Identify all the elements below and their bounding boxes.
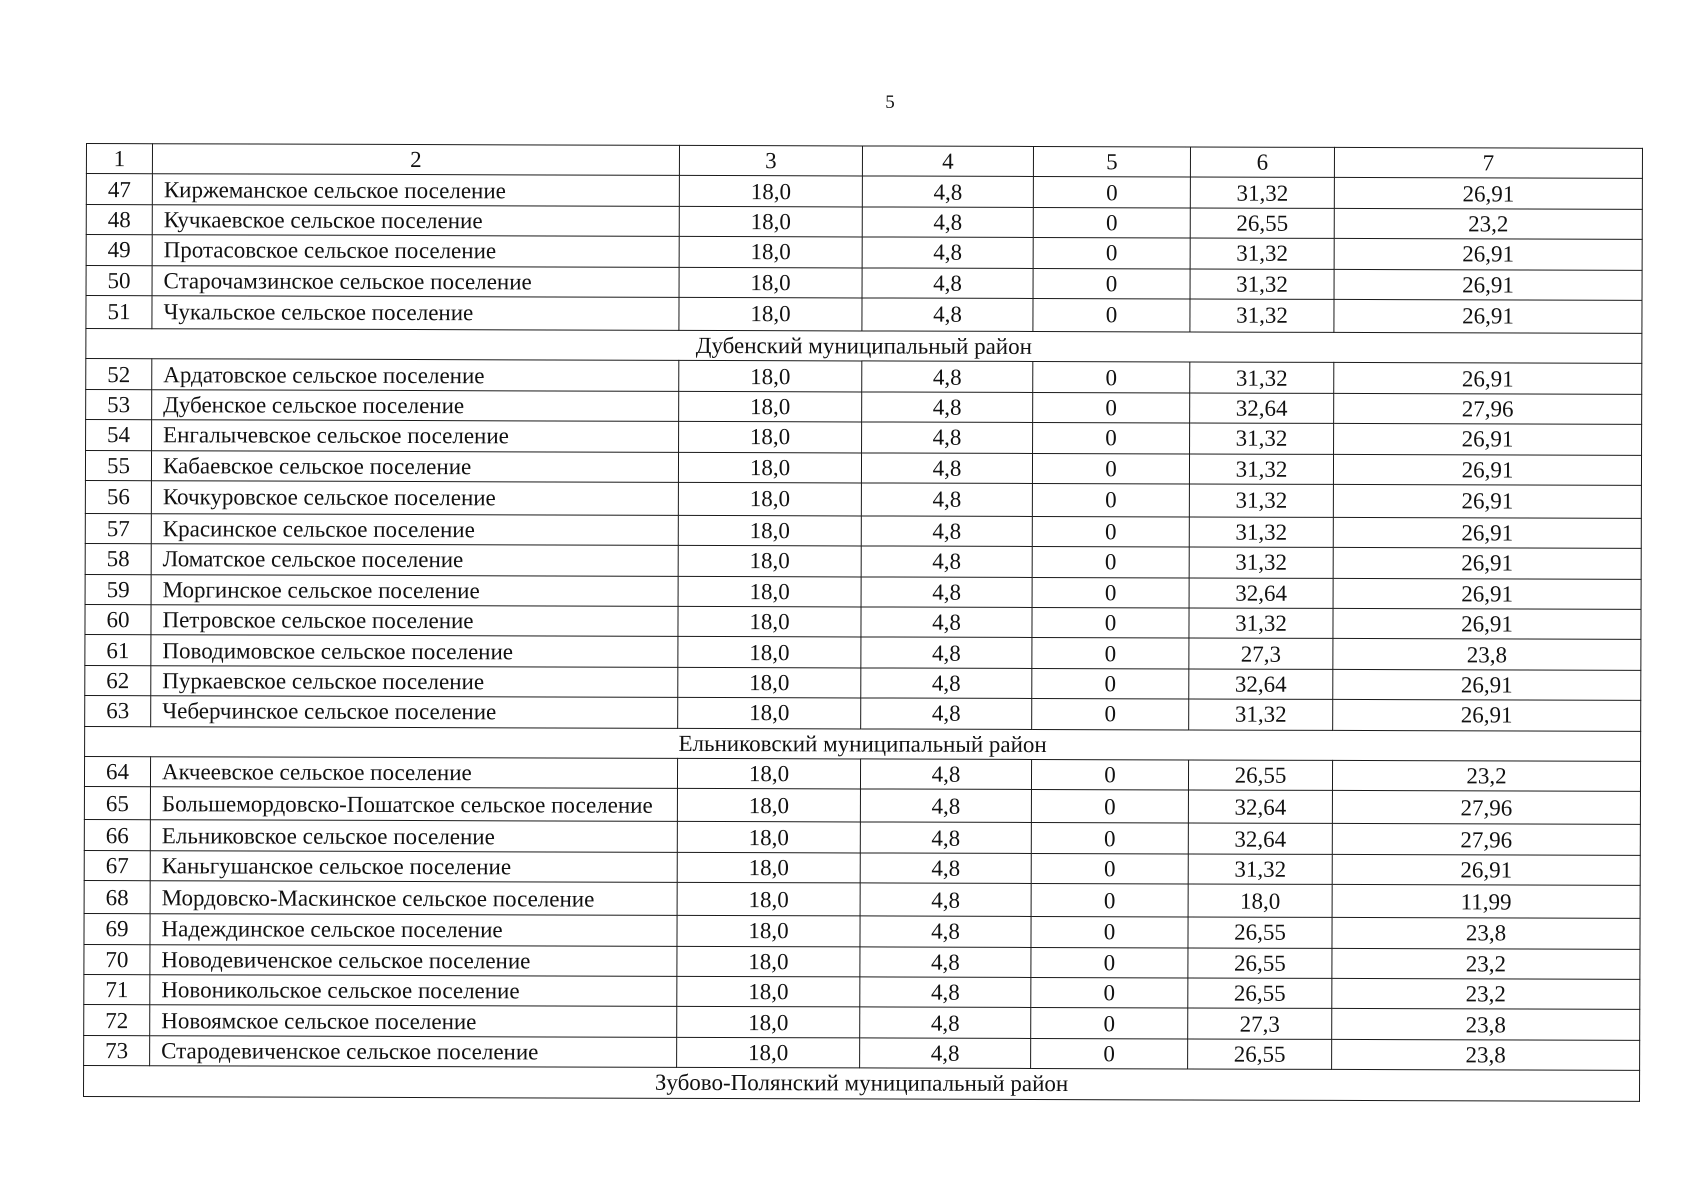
column-5-cell: 0	[1032, 547, 1189, 578]
column-5-cell: 0	[1032, 668, 1189, 699]
column-3-cell: 18,0	[678, 515, 861, 546]
column-5-cell: 0	[1032, 699, 1189, 730]
column-7-cell: 23,2	[1332, 760, 1640, 791]
settlement-name-cell: Кучкаевское сельское поселение	[152, 204, 679, 236]
column-3-cell: 18,0	[677, 789, 860, 823]
column-3-cell: 18,0	[678, 667, 861, 698]
column-3-cell: 18,0	[678, 482, 861, 516]
row-number-cell: 55	[85, 450, 151, 481]
column-4-cell: 4,8	[860, 759, 1031, 790]
column-5-cell: 0	[1031, 947, 1188, 978]
column-6-cell: 31,32	[1190, 299, 1334, 332]
column-5-cell: 0	[1032, 577, 1189, 608]
column-6-cell: 31,32	[1190, 177, 1334, 208]
column-6-cell: 32,64	[1188, 823, 1332, 854]
column-3-cell: 18,0	[677, 822, 860, 853]
column-5-cell: 0	[1033, 362, 1190, 393]
column-3-cell: 18,0	[679, 267, 862, 298]
table-row	[84, 1005, 1640, 1040]
row-number-cell: 63	[85, 696, 151, 727]
column-5-cell: 0	[1033, 298, 1190, 331]
settlement-name-cell: Ельниковское сельское поселение	[150, 820, 677, 852]
column-4-cell: 4,8	[861, 668, 1032, 699]
row-number-cell: 70	[84, 944, 150, 975]
row-number-cell: 51	[86, 295, 152, 328]
row-number-cell: 72	[84, 1005, 150, 1036]
table-row	[84, 850, 1640, 885]
row-number-cell: 67	[84, 850, 150, 881]
table-row	[86, 265, 1642, 300]
column-6-cell: 26,55	[1190, 208, 1334, 239]
table-row	[86, 235, 1642, 270]
row-number-cell: 53	[86, 389, 152, 420]
table-row	[85, 450, 1641, 485]
table-row	[85, 544, 1641, 579]
column-4-cell: 4,8	[862, 361, 1033, 392]
column-3-cell: 18,0	[679, 297, 862, 331]
column-5-cell: 0	[1032, 608, 1189, 639]
column-5-cell: 0	[1033, 207, 1190, 238]
column-7-cell: 26,91	[1332, 854, 1640, 885]
column-7-cell: 26,91	[1334, 424, 1642, 455]
column-7-cell: 26,91	[1333, 700, 1641, 731]
column-7-cell: 27,96	[1332, 824, 1640, 855]
column-4-cell: 4,8	[861, 637, 1032, 668]
column-5-cell: 0	[1031, 1038, 1188, 1069]
settlement-name-cell: Акчеевское сельское поселение	[150, 757, 677, 789]
settlement-name-cell: Надеждинское сельское поселение	[150, 914, 677, 946]
column-5-cell: 0	[1032, 483, 1189, 516]
column-7-cell: 26,91	[1333, 517, 1641, 548]
table-row	[86, 359, 1642, 394]
column-3-cell: 18,0	[679, 206, 862, 237]
column-5-cell: 0	[1032, 516, 1189, 547]
column-7-cell: 27,96	[1334, 393, 1642, 424]
column-5-cell: 0	[1031, 884, 1188, 917]
column-7-cell: 23,2	[1334, 208, 1642, 239]
column-4-cell: 4,8	[861, 546, 1032, 577]
column-3-cell: 18,0	[677, 976, 860, 1007]
row-number-cell: 64	[84, 757, 150, 788]
settlement-name-cell: Большемордовско-Пошатское сельское поселение	[150, 787, 677, 822]
column-4-cell: 4,8	[861, 607, 1032, 638]
column-4-cell: 4,8	[860, 977, 1031, 1008]
settlement-name-cell: Новодевиченское сельское поселение	[150, 944, 677, 976]
column-header-2: 2	[152, 144, 679, 176]
settlement-name-cell: Стародевиченское сельское поселение	[150, 1035, 677, 1067]
settlement-name-cell: Поводимовское сельское поселение	[151, 635, 678, 667]
settlement-name-cell: Пуркаевское сельское поселение	[151, 666, 678, 698]
column-7-cell: 23,8	[1333, 639, 1641, 670]
column-7-cell: 26,91	[1333, 484, 1641, 518]
column-7-cell: 26,91	[1334, 299, 1642, 333]
column-3-cell: 18,0	[677, 1007, 860, 1038]
column-header-5: 5	[1033, 146, 1190, 177]
column-3-cell: 18,0	[679, 361, 862, 392]
row-number-cell: 49	[86, 235, 152, 266]
column-7-cell: 11,99	[1332, 885, 1640, 919]
settlement-name-cell: Каньгушанское сельское поселение	[150, 851, 677, 883]
column-4-cell: 4,8	[862, 422, 1033, 453]
column-3-cell: 18,0	[677, 1037, 860, 1068]
settlement-name-cell: Чукальское сельское поселение	[152, 296, 679, 331]
column-5-cell: 0	[1033, 423, 1190, 454]
column-4-cell: 4,8	[862, 268, 1033, 299]
column-7-cell: 26,91	[1333, 454, 1641, 485]
column-4-cell: 4,8	[860, 883, 1031, 917]
column-7-cell: 23,8	[1332, 1039, 1640, 1070]
table-row	[85, 605, 1641, 640]
column-5-cell: 0	[1033, 392, 1190, 423]
column-6-cell: 26,55	[1188, 1039, 1332, 1070]
column-5-cell: 0	[1033, 177, 1190, 208]
settlement-name-cell: Киржеманское сельское поселение	[152, 174, 679, 206]
column-3-cell: 18,0	[678, 576, 861, 607]
column-header-4: 4	[862, 146, 1033, 177]
table-body	[84, 144, 1643, 1101]
column-6-cell: 31,32	[1189, 453, 1333, 484]
column-6-cell: 26,55	[1188, 948, 1332, 979]
column-6-cell: 31,32	[1189, 608, 1333, 639]
row-number-cell: 69	[84, 914, 150, 945]
column-4-cell: 4,8	[861, 452, 1032, 483]
column-6-cell: 26,55	[1188, 760, 1332, 791]
settlement-name-cell: Енгалычевское сельское поселение	[152, 420, 679, 452]
table-row	[84, 881, 1640, 919]
row-number-cell: 66	[84, 820, 150, 851]
column-5-cell: 0	[1031, 1008, 1188, 1039]
table-row	[84, 914, 1640, 949]
row-number-cell: 58	[85, 544, 151, 575]
table-row	[85, 635, 1641, 670]
settlement-name-cell: Моргинское сельское поселение	[151, 574, 678, 606]
row-number-cell: 73	[84, 1035, 150, 1066]
column-3-cell: 18,0	[677, 852, 860, 883]
column-6-cell: 31,32	[1189, 547, 1333, 578]
row-number-cell: 61	[85, 635, 151, 666]
table-row	[85, 480, 1641, 518]
settlement-name-cell: Новоникольское сельское поселение	[150, 975, 677, 1007]
settlement-name-cell: Протасовское сельское поселение	[152, 235, 679, 267]
section-title: Зубово-Полянский муниципальный район	[84, 1066, 1640, 1101]
settlement-name-cell: Красинское сельское поселение	[151, 514, 678, 546]
table-row	[84, 974, 1640, 1009]
table-row	[85, 574, 1641, 609]
page-number: 5	[885, 92, 895, 113]
row-number-cell: 65	[84, 787, 150, 820]
column-6-cell: 26,55	[1188, 978, 1332, 1009]
column-7-cell: 26,91	[1334, 363, 1642, 394]
table-row	[86, 174, 1642, 209]
settlement-name-cell: Мордовско-Маскинское сельское поселение	[150, 881, 677, 916]
settlement-name-cell: Старочамзинское сельское поселение	[152, 265, 679, 297]
column-7-cell: 26,91	[1334, 178, 1642, 209]
column-7-cell: 23,2	[1332, 948, 1640, 979]
column-4-cell: 4,8	[860, 947, 1031, 978]
column-6-cell: 31,32	[1190, 362, 1334, 393]
row-number-cell: 59	[85, 574, 151, 605]
column-4-cell: 4,8	[860, 789, 1031, 823]
column-6-cell: 31,32	[1190, 423, 1334, 454]
column-6-cell: 31,32	[1189, 484, 1333, 517]
column-6-cell: 18,0	[1188, 884, 1332, 917]
column-3-cell: 18,0	[678, 546, 861, 577]
column-6-cell: 31,32	[1190, 238, 1334, 269]
section-title: Дубенский муниципальный район	[86, 328, 1642, 363]
table-row	[84, 1035, 1640, 1070]
column-3-cell: 18,0	[678, 698, 861, 729]
table-row	[86, 295, 1642, 333]
column-5-cell: 0	[1031, 823, 1188, 854]
row-number-cell: 68	[84, 881, 150, 914]
column-7-cell: 27,96	[1332, 791, 1640, 825]
column-5-cell: 0	[1032, 638, 1189, 669]
row-number-cell: 60	[85, 605, 151, 636]
column-5-cell: 0	[1033, 238, 1190, 269]
column-4-cell: 4,8	[862, 176, 1033, 207]
section-title: Ельниковский муниципальный район	[85, 726, 1641, 761]
column-3-cell: 18,0	[677, 883, 860, 917]
column-5-cell: 0	[1031, 790, 1188, 823]
row-number-cell: 56	[85, 480, 151, 513]
column-6-cell: 27,3	[1189, 638, 1333, 669]
column-4-cell: 4,8	[862, 298, 1033, 332]
column-7-cell: 26,91	[1334, 239, 1642, 270]
table-row	[85, 665, 1641, 700]
table-row	[84, 787, 1640, 825]
section-header-row	[84, 1066, 1640, 1101]
table-row	[84, 757, 1640, 792]
row-number-cell: 62	[85, 665, 151, 696]
column-7-cell: 26,91	[1333, 578, 1641, 609]
column-6-cell: 31,32	[1190, 269, 1334, 300]
settlement-name-cell: Дубенское сельское поселение	[152, 389, 679, 421]
column-4-cell: 4,8	[862, 392, 1033, 423]
column-5-cell: 0	[1032, 453, 1189, 484]
section-header-row	[85, 726, 1641, 761]
column-4-cell: 4,8	[860, 853, 1031, 884]
column-3-cell: 18,0	[677, 758, 860, 789]
settlement-name-cell: Кочкуровское сельское поселение	[151, 481, 678, 516]
row-number-cell: 57	[85, 513, 151, 544]
column-3-cell: 18,0	[679, 237, 862, 268]
column-4-cell: 4,8	[860, 916, 1031, 947]
column-header-1: 1	[86, 144, 152, 175]
settlement-name-cell: Новоямское сельское поселение	[150, 1005, 677, 1037]
column-header-6: 6	[1190, 147, 1334, 178]
column-7-cell: 26,91	[1334, 269, 1642, 300]
settlement-name-cell: Кабаевское сельское поселение	[151, 450, 678, 482]
column-6-cell: 32,64	[1188, 790, 1332, 823]
row-number-cell: 71	[84, 974, 150, 1005]
column-4-cell: 4,8	[861, 483, 1032, 517]
column-3-cell: 18,0	[679, 176, 862, 207]
column-4-cell: 4,8	[860, 1007, 1031, 1038]
column-6-cell: 32,64	[1189, 578, 1333, 609]
column-4-cell: 4,8	[860, 822, 1031, 853]
settlement-name-cell: Петровское сельское поселение	[151, 605, 678, 637]
column-7-cell: 23,8	[1332, 1009, 1640, 1040]
column-7-cell: 26,91	[1333, 548, 1641, 579]
table-header-row	[86, 144, 1642, 179]
table-row	[85, 513, 1641, 548]
table-row	[86, 204, 1642, 239]
column-5-cell: 0	[1031, 977, 1188, 1008]
settlement-name-cell: Ардатовское сельское поселение	[152, 359, 679, 391]
column-6-cell: 27,3	[1188, 1008, 1332, 1039]
column-6-cell: 31,32	[1188, 854, 1332, 885]
column-header-7: 7	[1334, 147, 1642, 178]
column-7-cell: 26,91	[1333, 669, 1641, 700]
table-row	[84, 820, 1640, 855]
column-7-cell: 26,91	[1333, 608, 1641, 639]
row-number-cell: 52	[86, 359, 152, 390]
table-row	[86, 420, 1642, 455]
column-3-cell: 18,0	[677, 916, 860, 947]
column-6-cell: 31,32	[1189, 699, 1333, 730]
settlement-name-cell: Ломатское сельское поселение	[151, 544, 678, 576]
column-4-cell: 4,8	[862, 237, 1033, 268]
column-4-cell: 4,8	[861, 577, 1032, 608]
row-number-cell: 50	[86, 265, 152, 296]
section-header-row	[86, 328, 1642, 363]
column-5-cell: 0	[1031, 917, 1188, 948]
table-row	[84, 944, 1640, 979]
settlement-name-cell: Чеберчинское сельское поселение	[151, 696, 678, 728]
column-3-cell: 18,0	[679, 421, 862, 452]
column-3-cell: 18,0	[678, 637, 861, 668]
column-5-cell: 0	[1033, 268, 1190, 299]
column-6-cell: 31,32	[1189, 517, 1333, 548]
column-6-cell: 26,55	[1188, 917, 1332, 948]
table-row	[85, 696, 1641, 731]
column-3-cell: 18,0	[679, 391, 862, 422]
row-number-cell: 54	[86, 420, 152, 451]
column-4-cell: 4,8	[861, 698, 1032, 729]
table-row	[86, 389, 1642, 424]
column-7-cell: 23,8	[1332, 918, 1640, 949]
column-6-cell: 32,64	[1190, 393, 1334, 424]
data-table	[83, 143, 1643, 1101]
row-number-cell: 47	[86, 174, 152, 205]
column-4-cell: 4,8	[862, 207, 1033, 238]
column-3-cell: 18,0	[677, 946, 860, 977]
column-7-cell: 23,2	[1332, 978, 1640, 1009]
column-4-cell: 4,8	[861, 516, 1032, 547]
column-4-cell: 4,8	[860, 1038, 1031, 1069]
column-6-cell: 32,64	[1189, 669, 1333, 700]
column-5-cell: 0	[1031, 853, 1188, 884]
row-number-cell: 48	[86, 204, 152, 235]
column-3-cell: 18,0	[678, 452, 861, 483]
column-header-3: 3	[679, 145, 862, 176]
column-3-cell: 18,0	[678, 606, 861, 637]
column-5-cell: 0	[1031, 760, 1188, 791]
